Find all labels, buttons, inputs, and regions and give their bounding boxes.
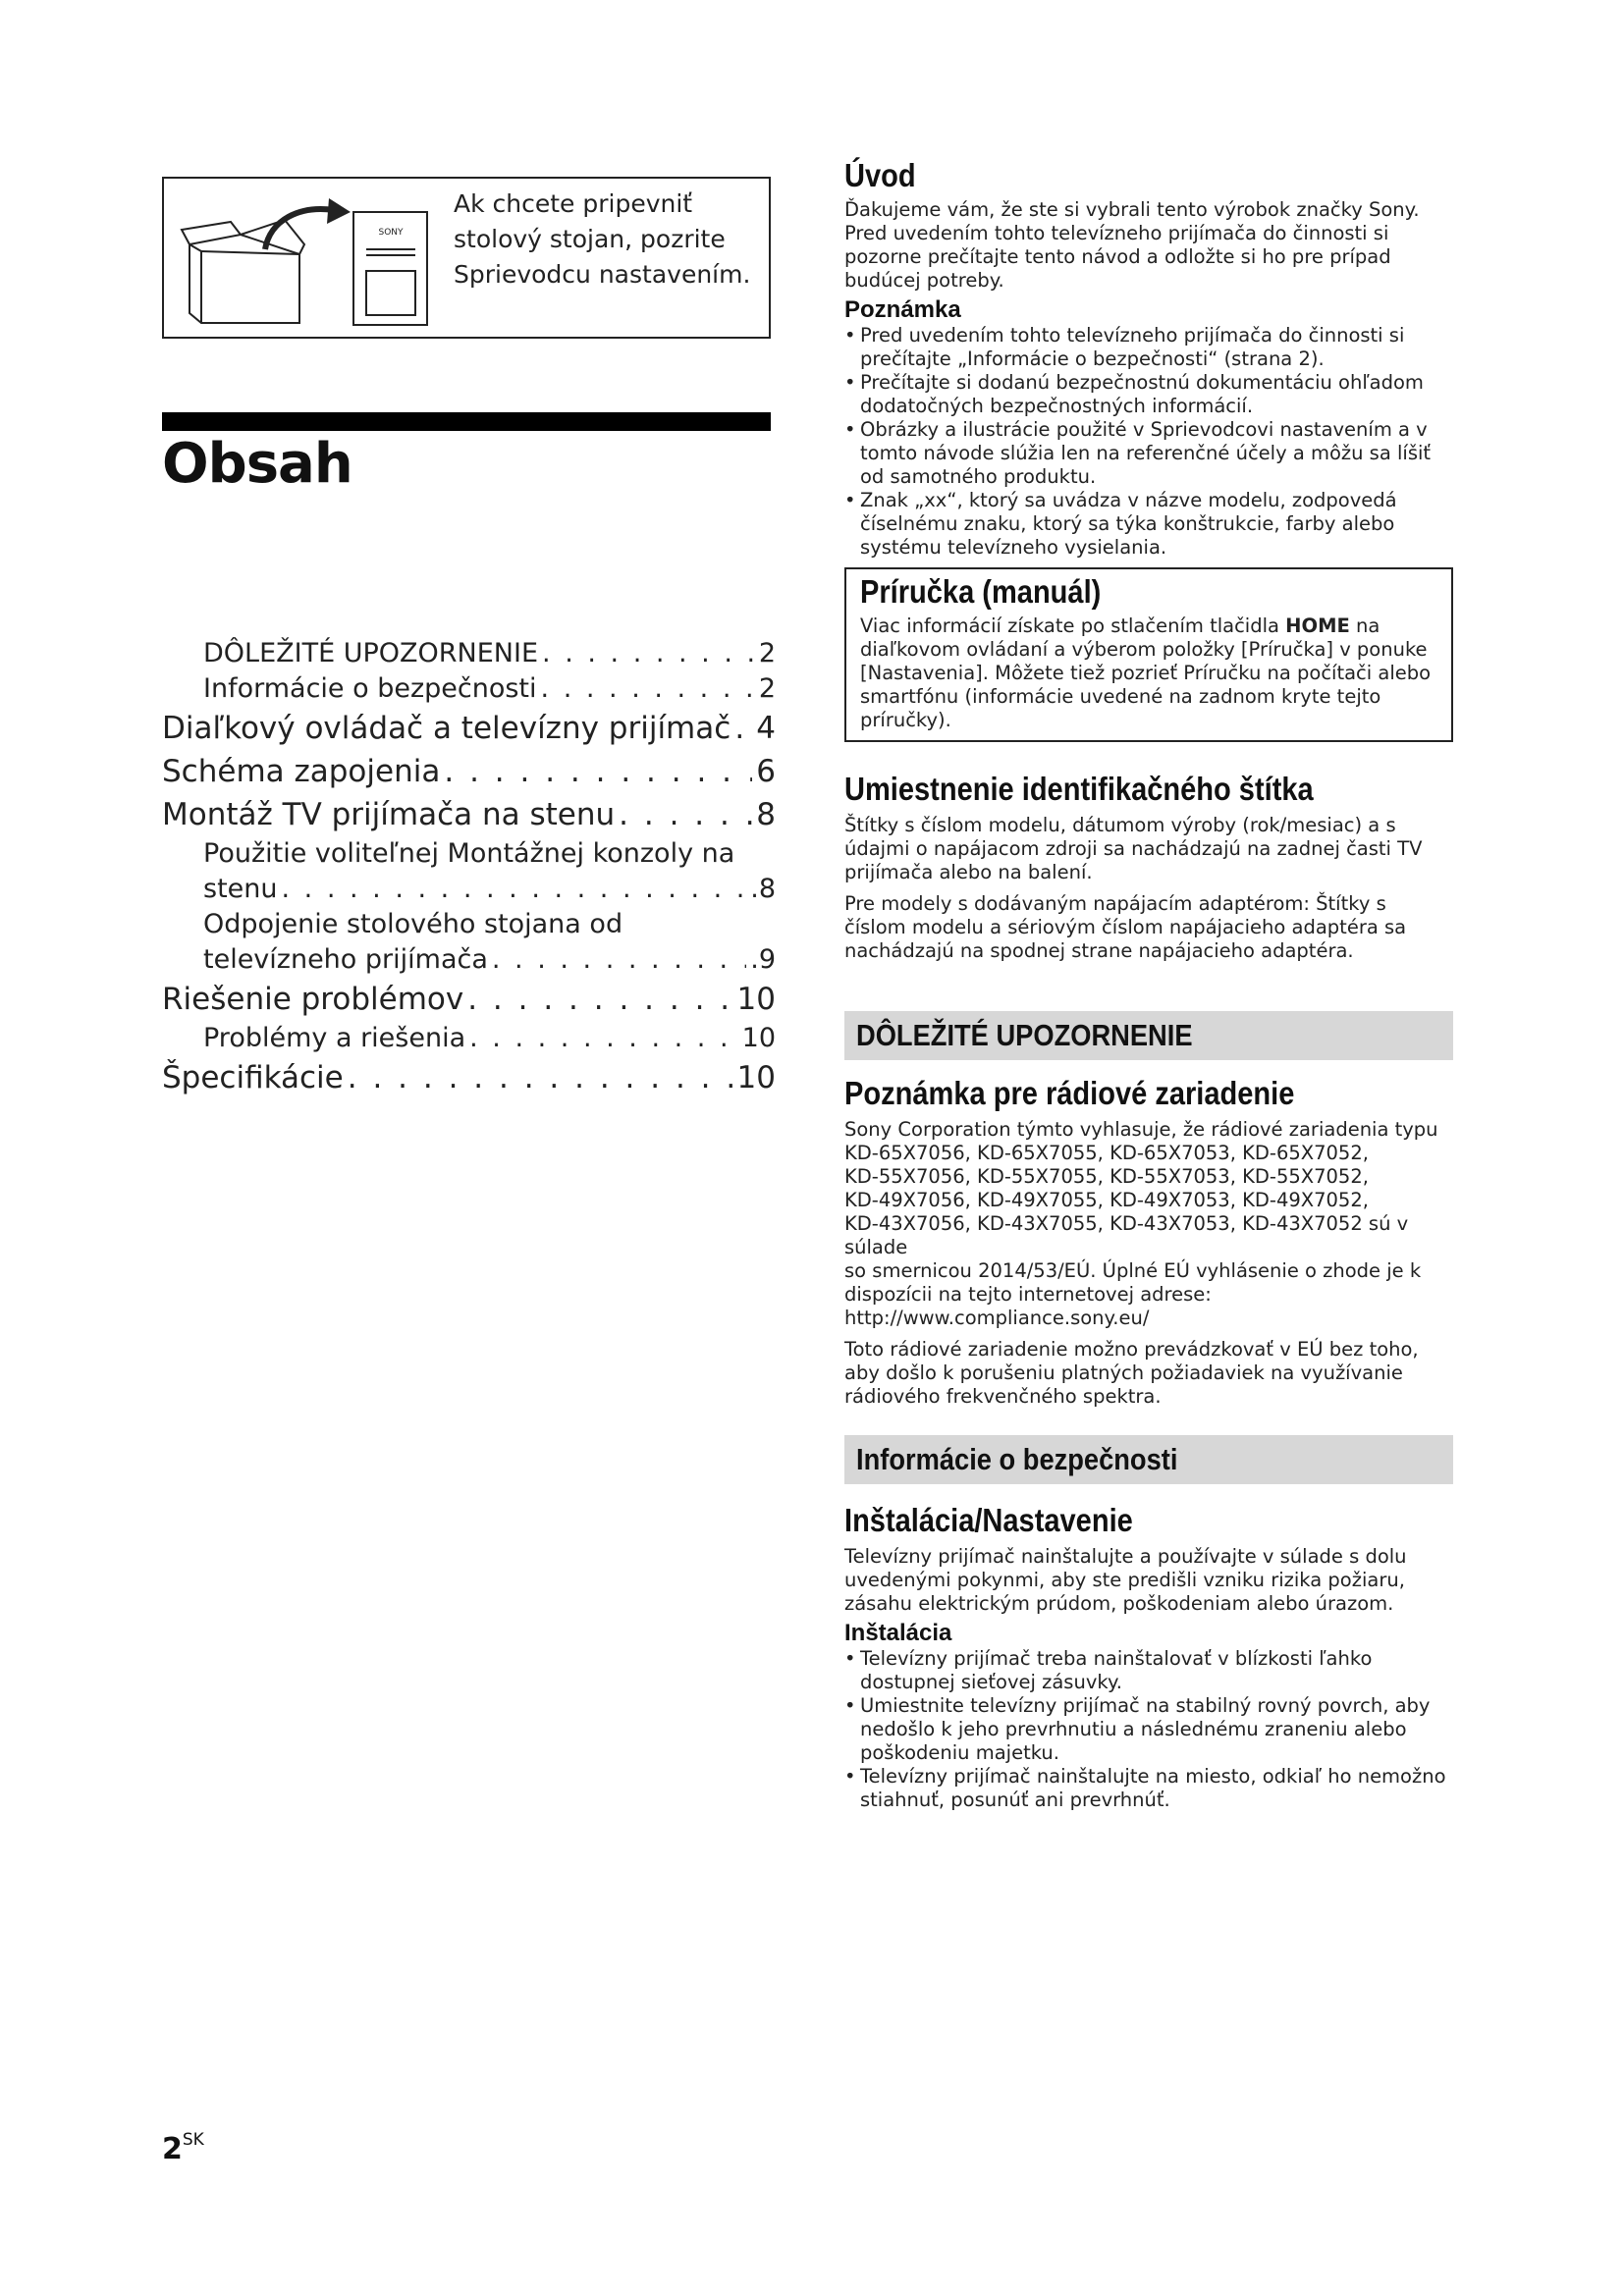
safety-info-band: Informácie o bezpečnosti (844, 1435, 1453, 1484)
toc-entry-odpojenie-stojana[interactable]: Odpojenie stolového stojana od televízneho prijímača . . . .9 (162, 907, 776, 978)
toc-title: Obsah (162, 432, 352, 496)
installation-list (844, 1647, 1453, 1812)
mounting-note-text: Ak chcete pripevniť stolový stojan, pozrite Sprievodcu nastavením. (454, 189, 751, 289)
toc-entry-montaz-na-stenu[interactable]: Montáž TV prijímača na stenu . . . 8 (162, 793, 776, 836)
list-item: • Znak „xx“, ktorý sa uvádza v názve modelu, zodpovedá číselnému znaku, ktorý sa týka konštrukcie, farby alebo systému televízneho vysielania. (844, 489, 1453, 560)
toc-entry-informacie-o-bezpecnosti[interactable]: Informácie o bezpečnosti . . . 2 (162, 671, 776, 707)
id-label-text-2: Pre modely s dodávaným napájacím adaptérom: Štítky s číslom modelu a sériovým číslom napájacieho adaptéra sa nachádzajú na spodnej strane napájacieho adaptéra. (844, 892, 1407, 962)
toc-entry-dolezite-upozornenie[interactable]: DÔLEŽITÉ UPOZORNENIE . . . 2 (162, 636, 776, 671)
intro-section (844, 157, 1453, 560)
installation-heading: Inštalácia/Nastavenie (844, 1502, 1133, 1538)
page-number: $2^{SK}$ (162, 2130, 204, 2166)
id-label-section (844, 771, 1453, 963)
installation-subheading: Inštalácia (844, 1620, 952, 1646)
list-item: • Pred uvedením tohto televízneho prijímača do činnosti si prečítajte „Informácie o bezpečnosti“ (strana 2). (844, 324, 1453, 371)
toc-entry-schema-zapojenia[interactable]: Schéma zapojenia . . . 6 (162, 750, 776, 793)
table-of-contents (162, 636, 776, 1099)
list-item: • Televízny prijímač nainštalujte na miesto, odkiaľ ho nemožno stiahnuť, posunúť ani prevrhnúť. (844, 1765, 1453, 1812)
important-notice-band: DÔLEŽITÉ UPOZORNENIE (844, 1011, 1453, 1060)
intro-heading: Úvod (844, 157, 916, 193)
mounting-note-box (162, 177, 771, 339)
manual-text: Viac informácií získate po stlačením tlačidla HOME na diaľkovom ovládaní a výberom položky [Príručka] v ponuke [Nastavenia]. Môžete tiež pozrieť Príručku na počítači alebo smartfónu (informácie uvedené na zadnom kryte tejto príručky). (860, 614, 1432, 731)
installation-intro: Televízny prijímač nainštalujte a používajte v súlade s dolu uvedenými pokynmi, aby ste predišli vzniku rizika požiaru, zásahu elektrickým prúdom, poškodeniam alebo úrazom. (844, 1545, 1407, 1615)
id-label-text-1: Štítky s číslom modelu, dátumom výroby (rok/mesiac) a s údajmi o napájacom zdroji sa nachádzajú na zadnej časti TV prijímača alebo na balení. (844, 814, 1423, 883)
list-item: • Televízny prijímač treba nainštalovať v blízkosti ľahko dostupnej sieťovej zásuvky. (844, 1647, 1453, 1694)
compliance-url[interactable]: http://www.compliance.sony.eu/ (844, 1307, 1150, 1329)
toc-entry-dialkovy-ovladac[interactable]: Diaľkový ovládač a televízny prijímač . . . 4 (162, 707, 776, 750)
home-button-label: HOME (1285, 614, 1350, 637)
tv-box-and-setup-guide-illustration (172, 190, 466, 333)
intro-text: Ďakujeme vám, že ste si vybrali tento výrobok značky Sony. Pred uvedením tohto televízneho prijímača do činnosti si pozorne prečítajte tento návod a odložte si ho pre prípad budúcej potreby. (844, 198, 1420, 292)
toc-entry-problemy-a-riesenia[interactable]: Problémy a riešenia . . . 10 (162, 1021, 776, 1056)
list-item: • Umiestnite televízny prijímač na stabilný rovný povrch, aby nedošlo k jeho prevrhnutiu a následnému zraneniu alebo poškodeniu majetku. (844, 1694, 1453, 1765)
radio-equipment-heading: Poznámka pre rádiové zariadenie (844, 1075, 1295, 1111)
toc-divider-bar (162, 412, 771, 431)
list-item: • Obrázky a ilustrácie použité v Sprievodcovi nastavením a v tomto návode slúžia len na referenčné účely a môžu sa líšiť od samotného produktu. (844, 418, 1453, 489)
toc-entry-montazna-konzola[interactable]: Použitie voliteľnej Montážnej konzoly na stenu . . . .8 (162, 836, 776, 907)
installation-section (844, 1502, 1453, 1812)
manual-info-box (844, 567, 1453, 742)
radio-declaration-text: Sony Corporation týmto vyhlasuje, že rádiové zariadenia typu KD-65X7056, KD-65X7055, KD-65X7053, KD-65X7052, KD-55X7056, KD-55X7055, KD-55X7053, KD-55X7052, KD-49X7056, KD-49X7055, KD-49X7053, KD-49X7052, KD-43X7056, KD-43X7055, KD-43X7053, KD-43X7052 sú v súlade so smernicou 2014/53/EÚ. Úplné EÚ vyhlásenie o zhode je k dispozícii na tejto internetovej adrese: http://www.compliance.sony.eu/ (844, 1118, 1453, 1330)
note-list (844, 324, 1453, 560)
toc-entry-riesenie-problemov[interactable]: Riešenie problémov . . . 10 (162, 978, 776, 1021)
radio-equipment-section (844, 1075, 1453, 1409)
toc-entry-specifikacie[interactable]: Špecifikácie . . . 10 (162, 1056, 776, 1099)
radio-operation-text: Toto rádiové zariadenie možno prevádzkovať v EÚ bez toho, aby došlo k porušeniu platných požiadaviek na využívanie rádiového frekvenčného spektra. (844, 1338, 1419, 1408)
list-item: • Prečítajte si dodanú bezpečnostnú dokumentáciu ohľadom dodatočných bezpečnostných informácií. (844, 371, 1453, 418)
svg-text:SONY: SONY (378, 228, 404, 238)
note-heading: Poznámka (844, 296, 961, 323)
id-label-heading: Umiestnenie identifikačného štítka (844, 771, 1314, 807)
manual-heading: Príručka (manuál) (860, 573, 1102, 610)
